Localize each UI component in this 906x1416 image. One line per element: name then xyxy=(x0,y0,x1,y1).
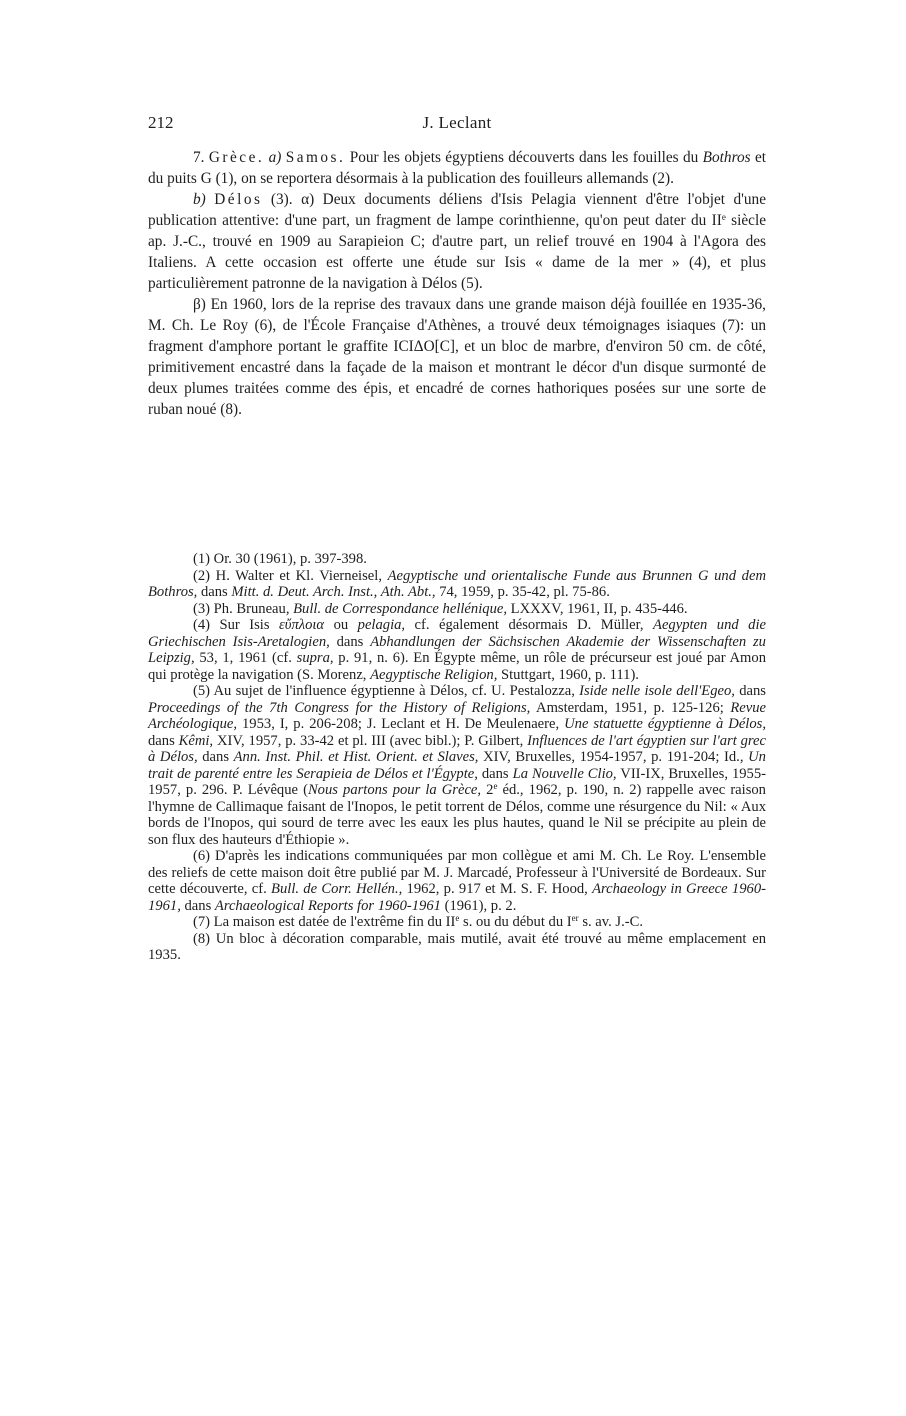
paragraph-samos xyxy=(148,147,766,189)
greek-text: εὔπλοια xyxy=(279,617,325,633)
text: dans xyxy=(197,749,234,765)
note-ref: (4) xyxy=(689,254,707,271)
text: cf. également désormais D. Müller, xyxy=(405,617,654,633)
running-head-author: J. Leclant xyxy=(422,113,492,132)
item-letter: b) xyxy=(193,191,215,208)
footnote-7 xyxy=(148,914,766,931)
note-ref: (8) xyxy=(220,401,239,418)
italic-text: Mitt. d. Deut. Arch. Inst., Ath. Abt., xyxy=(231,584,436,600)
text: . xyxy=(238,401,242,418)
italic-text: Archaeology in Greece 1960-1961, xyxy=(148,881,766,914)
footnote-5 xyxy=(148,683,766,848)
item-letter: a) xyxy=(264,149,286,166)
note-ref: (2) xyxy=(652,170,671,187)
italic-text: Aegyptische und orientalische Funde aus Brunnen G und dem Bothros, xyxy=(148,567,766,600)
spaced-heading-greece: Grèce. xyxy=(208,149,265,166)
note-ref: (6) xyxy=(254,317,273,334)
note-ref: (3) xyxy=(262,191,289,208)
text: dans xyxy=(477,765,513,782)
spaced-heading-delos: Délos xyxy=(214,191,263,208)
italic-text: Ann. Inst. Phil. et Hist. Orient. et Slaves, xyxy=(233,749,479,765)
text: (3) Ph. Bruneau, xyxy=(193,600,294,617)
text: siècle ap. J.-C., trouvé en 1909 au Sarapieion C; d'autre part, un relief trouvé en 1904 à l'Agora des Italiens. A cette occasion est offerte une étude sur Isis « dame de la mer » xyxy=(148,212,766,271)
running-header xyxy=(148,113,766,135)
text: . xyxy=(670,170,674,187)
text: Pour les objets égyptiens découverts dans les fouilles du xyxy=(345,149,703,166)
text: (5) Au sujet de l'influence égyptienne à Délos, cf. U. Pestalozza, xyxy=(193,683,580,699)
italic-text: La Nouvelle Clio, xyxy=(512,765,617,782)
footnote-8: (8) Un bloc à décoration comparable, mais mutilé, avait été trouvé au même emplacement en 1935. xyxy=(148,930,766,963)
italic-text: Revue Archéologique, xyxy=(148,699,766,732)
text: (6) D'après les indications communiquées par mon collègue et ami M. Ch. Le Roy. L'ensemble des reliefs de cette maison doit être publié par M. J. Marcadé, Professeur à l'Université de Bordeaux. Sur cette découverte, cf. xyxy=(148,848,766,897)
italic-text: Aegyptische Religion, xyxy=(370,666,498,683)
text: 1962, p. 917 et M. S. F. Hood, xyxy=(402,881,593,897)
italic-text: Un trait de parenté entre les Serapieia de Délos et l'Égypte, xyxy=(148,749,766,782)
text: 74, 1959, p. 35-42, pl. 75-86. xyxy=(435,584,610,600)
text: p. 91, n. 6). En Égypte même, un rôle de précurseur est joué par Amon qui protège la navigation (S. Morenz, xyxy=(148,650,766,683)
text: dans xyxy=(180,897,215,914)
italic-text: Bothros xyxy=(702,149,751,166)
superscript: e xyxy=(455,913,460,923)
text: , et plus particulièrement patronne de la navigation à Délos xyxy=(148,254,766,292)
text: dans xyxy=(148,732,179,749)
spaced-heading-samos: Samos. xyxy=(285,149,346,166)
text: VII-IX, Bruxelles, 1955-1957, p. 296. P. Lévêque ( xyxy=(148,765,766,798)
text: dans xyxy=(197,584,232,600)
text: s. av. J.-C. xyxy=(578,914,643,930)
footnote-1: (1) Or. 30 (1961), p. 397-398. xyxy=(193,551,367,567)
text: dans xyxy=(329,633,371,650)
main-text xyxy=(148,147,766,420)
footnote-2 xyxy=(148,568,766,601)
text: : un fragment d'amphore portant le graffite ICIΔO[C], et un bloc de marbre, d'environ 50 cm. de côté, primitivement encastré dans la façade de la maison et montrant le décor d'un disque surmonté de deux plumes traitées comme des épis, et encadré de cornes hathoriques posées sur une sorte de ruban noué xyxy=(148,317,767,418)
superscript: e xyxy=(721,212,726,222)
italic-text: Influences de l'art égyptien sur l'art grec à Délos, xyxy=(148,732,766,765)
text: (2) H. Walter et Kl. Vierneisel, xyxy=(193,567,388,584)
footnote-6 xyxy=(148,848,766,914)
note-ref: (7) xyxy=(722,317,741,334)
text: éd., 1962, p. 190, n. 2) rappelle avec raison l'hymne de Callimaque faisant de l'Inopos, le petit torrent de Délos, comme une résurgence du Nil: « Aux bords de l'Inopos, qui sourd de terre avec les eaux les plus hautes, quand le Nil se précipite au plein de son flux des hauteurs d'Éthiopie ». xyxy=(148,782,766,848)
text: Stuttgart, 1960, p. 111). xyxy=(497,666,639,683)
text: (4) Sur Isis xyxy=(193,617,279,633)
paragraph-beta xyxy=(148,294,766,420)
text: , de l'École Française d'Athènes, a trouvé deux témoignages isiaques xyxy=(272,317,723,334)
text: . xyxy=(478,275,483,292)
italic-text: Aegypten und die Griechischen Isis-Aretalogien, xyxy=(148,617,766,650)
footnote-3 xyxy=(148,601,766,618)
text: dans xyxy=(734,683,766,699)
text: XIV, Bruxelles, 1954-1957, p. 191-204; Id., xyxy=(478,749,749,765)
italic-text: Kêmi, xyxy=(178,732,214,749)
section-number: 7. xyxy=(193,149,209,166)
text: ou xyxy=(324,617,358,633)
superscript: er xyxy=(571,913,579,923)
text: , on se reportera désormais à la publication des fouilleurs allemands xyxy=(233,170,653,187)
text: 53, 1, 1961 (cf. xyxy=(194,650,297,666)
italic-text: Archaeological Reports for 1960-1961 xyxy=(214,897,441,914)
superscript: e xyxy=(493,781,498,791)
text: 1953, I, p. 206-208; J. Leclant et H. De Meulenaere, xyxy=(237,716,565,732)
text: LXXXV, 1961, II, p. 435-446. xyxy=(507,600,688,617)
italic-text: Proceedings of the 7th Congress for the History of Religions, xyxy=(148,699,531,716)
text: (1961), p. 2. xyxy=(440,897,517,914)
paragraph-delos xyxy=(148,189,766,294)
text: XIV, 1957, p. 33-42 et pl. III (avec bibl.); P. Gilbert, xyxy=(213,732,528,749)
italic-text: Nous partons pour la Grèce, xyxy=(307,782,482,798)
italic-text: supra, xyxy=(296,650,334,666)
italic-text: pelagia, xyxy=(357,617,406,633)
italic-text: Bull. de Corr. Hellén., xyxy=(271,881,403,897)
text: β) En 1960, lors de la reprise des travaux dans une grande maison déjà fouillée en 1935-36, M. Ch. Le Roy xyxy=(148,296,766,334)
text: et du puits G xyxy=(148,149,766,187)
text: s. ou du début du I xyxy=(459,914,572,930)
footnotes xyxy=(148,551,766,964)
italic-text: Abhandlungen der Sächsischen Akademie der Wissenschaften zu Leipzig, xyxy=(148,633,766,666)
text: 2 xyxy=(481,782,494,798)
italic-text: Iside nelle isole dell'Egeo, xyxy=(579,683,735,699)
note-ref: (5) xyxy=(461,275,479,292)
footnote-4 xyxy=(148,617,766,683)
italic-text: Bull. de Correspondance hellénique, xyxy=(293,600,507,617)
italic-text: Une statuette égyptienne à Délos, xyxy=(564,716,766,732)
text: . α) Deux documents déliens d'Isis Pelagia viennent d'être l'objet d'une publication attentive: d'une part, un fragment de lampe corinthienne, qu'on peut dater du II xyxy=(148,191,766,229)
text: Amsterdam, 1951, p. 125-126; xyxy=(530,699,731,716)
page-number: 212 xyxy=(148,113,174,132)
text: (7) La maison est datée de l'extrême fin du II xyxy=(193,914,456,930)
note-ref: (1) xyxy=(215,170,234,187)
